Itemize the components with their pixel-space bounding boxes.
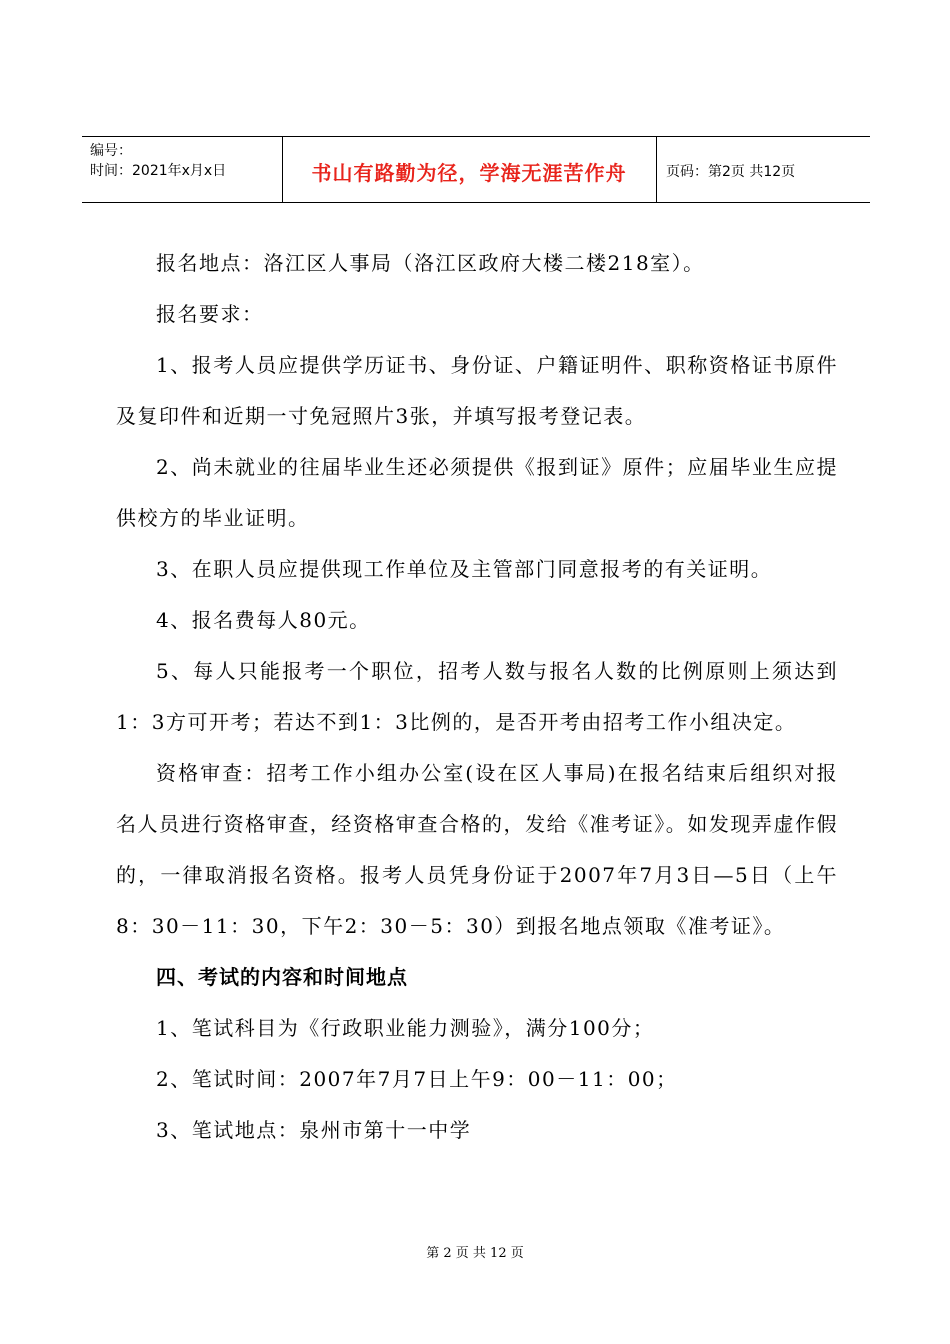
header-number-label: 编号：	[90, 143, 132, 159]
paragraph-registration-location: 报名地点：洛江区人事局（洛江区政府大楼二楼218室）。	[156, 251, 705, 275]
page-footer: 第 2 页 共 12 页	[426, 1246, 524, 1261]
header-motto: 书山有路勤为径，学海无涯苦作舟	[311, 161, 627, 185]
paragraph-requirement-1: 1、报考人员应提供学历证书、身份证、户籍证明件、职称资格证书原件及复印件和近期一寸免冠照片3张，并填写报考登记表。	[116, 353, 838, 428]
paragraph-requirement-3: 3、在职人员应提供现工作单位及主管部门同意报考的有关证明。	[156, 557, 773, 581]
header-meta	[90, 141, 226, 181]
exam-item: 3、笔试地点：泉州市第十一中学	[156, 1118, 472, 1142]
paragraph-requirement-5: 5、每人只能报考一个职位，招考人数与报名人数的比例原则上须达到1：3方可开考；若达不到1：3比例的，是否开考由招考工作小组决定。	[116, 659, 838, 734]
paragraph-registration-requirements: 报名要求：	[156, 302, 264, 326]
exam-item: 2、笔试时间：2007年7月7日上午9：00－11：00；	[156, 1067, 678, 1091]
header-page-info: 页码：第2页 共12页	[666, 164, 796, 180]
paragraph-requirement-2: 2、尚未就业的往届毕业生还必须提供《报到证》原件；应届毕业生应提供校方的毕业证明。	[116, 455, 838, 530]
document-body	[116, 238, 838, 1156]
paragraph-qualification-review: 资格审查：招考工作小组办公室(设在区人事局)在报名结束后组织对报名人员进行资格审查，经资格审查合格的，发给《准考证》。如发现弄虚作假的，一律取消报名资格。报考人员凭身份证于2007年7月3日—5日（上午8：30－11：30，下午2：30－5：30）到报名地点领取《准考证》。	[116, 761, 838, 938]
section-heading: 四、考试的内容和时间地点	[156, 965, 408, 989]
header-divider	[656, 137, 657, 203]
header-divider	[282, 137, 283, 203]
exam-item: 1、笔试科目为《行政职业能力测验》，满分100分；	[156, 1016, 655, 1040]
header-time-label: 时间：2021年x月x日	[90, 163, 227, 179]
paragraph-requirement-4: 4、报名费每人80元。	[156, 608, 371, 632]
page-header	[82, 136, 870, 203]
